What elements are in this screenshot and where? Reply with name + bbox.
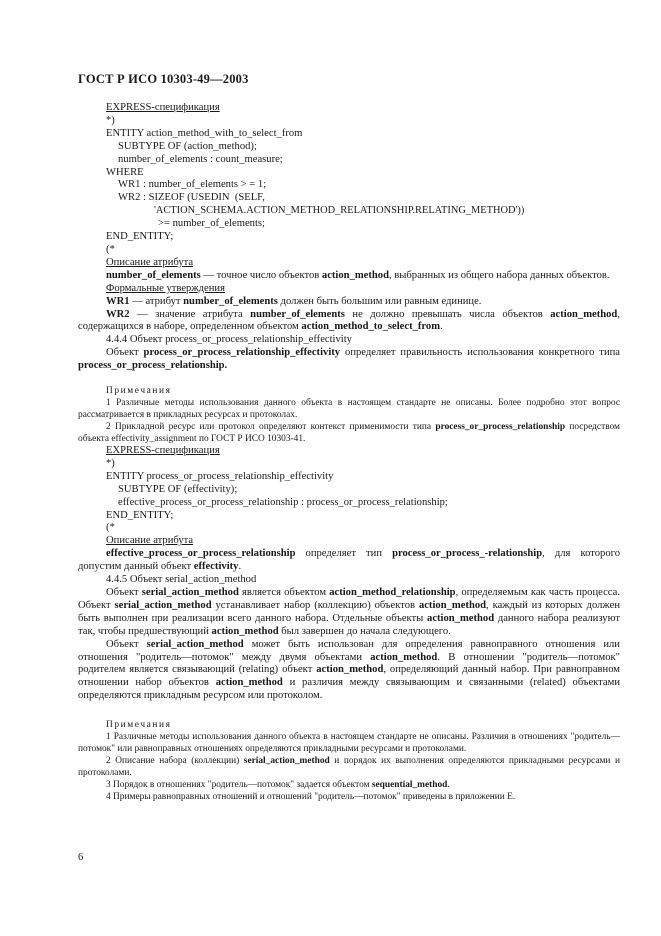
section-heading-4-4-5: 4.4.5 Объект serial_action_method bbox=[106, 574, 257, 586]
code-line: END_ENTITY; bbox=[106, 509, 174, 521]
code-line: WHERE bbox=[106, 166, 144, 178]
section-paragraph: Объект serial_action_method может быть использован для определения равноправного отношения или отношения "родитель—потомок" между двумя объектами action_method. В отношении "родитель—потомок" родителем является связывающий (relating) объект action_method, определяющий данный набор. При равноправном отношении набор объектов action_method и различия между связывающим и связанными (related) объектами определяются прикладным ресурсом или протоколом. bbox=[78, 638, 620, 702]
code-line: END_ENTITY; bbox=[106, 231, 174, 243]
code-line: effective_process_or_process_relationship : process_or_process_relationship; bbox=[118, 496, 448, 508]
code-line: (* bbox=[106, 522, 115, 534]
notes-title: Примечания bbox=[106, 720, 172, 731]
note-4: 4 Примеры равноправных отношений и отношений "родитель—потомок" приведены в приложении Е. bbox=[106, 792, 516, 803]
note-1: 1 Различные методы использования данного объекта в настоящем стандарте не описаны. Более подробно этот вопрос рассматривается в прикладных ресурсах и протоколах. bbox=[78, 398, 620, 421]
rule-wr2: WR2 — значение атрибута number_of_elements не должно превышать числа объектов action_method, содержащихся в наборе, определенном объектом action_method_to_select_from. bbox=[78, 308, 620, 333]
attribute-description-title: Описание атрибута bbox=[106, 535, 194, 547]
standard-header: ГОСТ Р ИСО 10303-49—2003 bbox=[78, 72, 249, 86]
express-spec-title: EXPRESS-спецификация bbox=[106, 445, 220, 457]
code-line: WR2 : SIZEOF (USEDIN (SELF, bbox=[118, 192, 265, 204]
code-line: >= number_of_elements; bbox=[158, 218, 265, 230]
code-line: *) bbox=[106, 457, 115, 469]
express-spec-title: EXPRESS-спецификация bbox=[106, 102, 220, 113]
code-line: SUBTYPE OF (effectivity); bbox=[118, 483, 238, 495]
code-line: SUBTYPE OF (action_method); bbox=[118, 140, 257, 152]
section-paragraph: Объект process_or_process_relationship_effectivity определяет правильность использования конкретного типа process_or_process_relationship. bbox=[78, 347, 620, 372]
code-line: *) bbox=[106, 114, 115, 126]
note-1: 1 Различные методы использования данного объекта в настоящем стандарте не описаны. Различия в отношениях "родитель—потомок" или равноправных отношениях определяются прикладными ресурсами и протоколами. bbox=[78, 732, 620, 755]
section-paragraph: Объект serial_action_method является объектом action_method_relationship, определяемым как часть процесса. Объект serial_action_method устанавливает набор (коллекцию) объектов action_method, каждый из которых должен быть выполнен при реализации всего данного набора. Отдельные объекты action_method данного набора реализуют так, чтобы предшествующий action_method был завершен до начала следующего. bbox=[78, 587, 620, 637]
attribute-description-paragraph: effective_process_or_process_relationship определяет тип process_or_process_-relationship, для которого допустим данный объект effectivity. bbox=[78, 548, 620, 573]
note-3: 3 Порядок в отношениях "родитель—потомок" задается объектом sequential_method. bbox=[106, 780, 450, 791]
notes-title: Примечания bbox=[106, 386, 172, 397]
attribute-description-title: Описание атрибута bbox=[106, 256, 194, 268]
page-content bbox=[78, 102, 620, 803]
code-line: 'ACTION_SCHEMA.ACTION_METHOD_RELATIONSHIP.RELATING_METHOD')) bbox=[154, 205, 525, 217]
code-line: ENTITY process_or_process_relationship_effectivity bbox=[106, 470, 334, 482]
note-2: 2 Прикладной ресурс или протокол определяют контекст применимости типа process_or_process_relationship посредством объекта effectivity_assignment по ГОСТ Р ИСО 10303-41. bbox=[78, 422, 620, 445]
page-number: 6 bbox=[78, 852, 84, 863]
rule-wr1: WR1 — атрибут number_of_elements должен быть большим или равным единице. bbox=[106, 295, 482, 307]
code-line: (* bbox=[106, 243, 115, 255]
code-line: ENTITY action_method_with_to_select_from bbox=[106, 127, 303, 139]
code-line: WR1 : number_of_elements > = 1; bbox=[118, 179, 267, 191]
code-line: number_of_elements : count_measure; bbox=[118, 153, 283, 165]
note-2: 2 Описание набора (коллекции) serial_action_method и порядок их выполнения определяются прикладными ресурсами и протоколами. bbox=[78, 756, 620, 779]
section-heading-4-4-4: 4.4.4 Объект process_or_process_relationship_effectivity bbox=[106, 334, 352, 346]
formal-rules-title: Формальные утверждения bbox=[106, 282, 225, 294]
attribute-description-paragraph: number_of_elements — точное число объектов action_method, выбранных из общего набора данных объектов. bbox=[106, 269, 610, 281]
